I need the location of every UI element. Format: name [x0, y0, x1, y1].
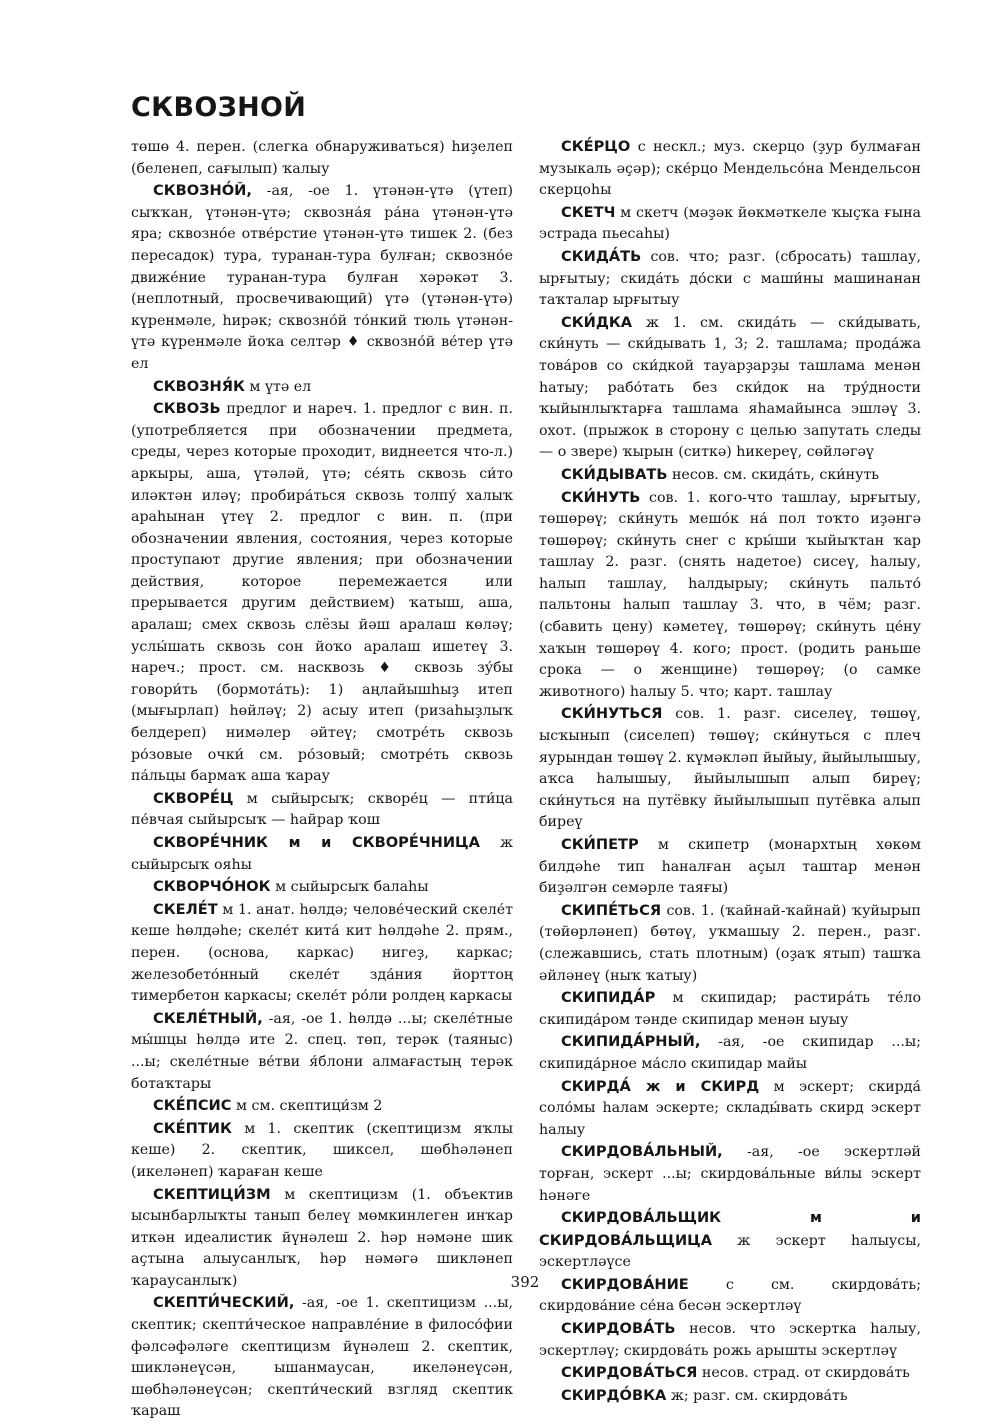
- definition: с нескл.; муз. скерцо (ҙур булмаған музыкаль әҫәр); ске́рцо Мендельсо́на Мендельсон скерцоһы: [539, 139, 921, 199]
- headword: СКИПИДА́Р: [561, 989, 656, 1007]
- headword: СКИ́ПЕТР: [561, 836, 639, 853]
- headword: СКИРДО́ВКА: [561, 1386, 667, 1404]
- headword: СКИРДОВА́ТЬСЯ: [561, 1364, 698, 1382]
- definition: м сыйырсыҡ балаһы: [270, 879, 429, 896]
- dictionary-entry: [131, 899, 513, 1008]
- definition: несов. см. скида́ть, ски́нуть: [667, 466, 880, 483]
- definition: ж сыйырсыҡ ояһы: [131, 835, 513, 873]
- definition: -ая, -ое 1. һөлдә ...ы; скеле́тные мы́шцы һөлдә ите 2. спец. төп, терәк (таяныс) ...ы; скеле́тные ве́тви я́блони алмағастың терәк ботаҡтары: [131, 1010, 513, 1092]
- headword: СКВОРЕ́ЧНИК м и СКВОРЕ́ЧНИЦА: [153, 834, 480, 851]
- definition: м 1. скептик (скептицизм яҡлы кеше) 2. скептик, шиксел, шөбһәләнеп (икеләнеп) ҡараған кеше: [131, 1120, 513, 1180]
- headword: СКИРДОВА́ЛЬЩИК м и СКИРДОВА́ЛЬЩИЦА: [539, 1209, 921, 1249]
- dictionary-entry: [131, 1008, 513, 1095]
- headword: СКВОЗЬ: [153, 400, 221, 418]
- definition: несов. что эскертка һалыу, эскертләү; скирдова́ть рожь арышты эскертләү: [539, 1321, 921, 1359]
- running-head: СКВОЗНОЙ: [131, 92, 307, 123]
- dictionary-entry: [131, 1118, 513, 1184]
- dictionary-entry: [539, 1141, 921, 1207]
- dictionary-entry: [539, 246, 921, 312]
- dictionary-entry: [539, 1207, 921, 1274]
- headword: СКЕПТИЦИ́ЗМ: [153, 1185, 271, 1203]
- definition: м см. скептици́зм 2: [231, 1098, 383, 1115]
- headword: СКИ́НУТЬ: [561, 488, 641, 506]
- definition: м скептицизм (1. объектив ысынбарлыҡты танып белеү мөмкинлеген инҡар иткән идеалистик йүнәлеш 2. һәр нәмәне шик аҫтына алыусанлыҡ, һәр нәмәгә шикләнеп ҡараусанлыҡ): [131, 1186, 513, 1289]
- dictionary-entry: [539, 1385, 921, 1408]
- dictionary-entry: [539, 136, 921, 202]
- headword: СКИРДА́ ж и СКИРД: [561, 1077, 760, 1095]
- headword: СКЕЛЕ́ТНЫЙ,: [153, 1009, 263, 1027]
- definition: с см. скирдова́ть; скирдова́ние се́на бесән эскертләү: [539, 1276, 921, 1315]
- dictionary-entry: [131, 376, 513, 399]
- definition: м сыйырсыҡ; скворе́ц — пти́ца пе́вчая сыйырсыҡ — һайрар ҡош: [131, 790, 513, 829]
- definition: -ая, -ое 1. скептицизм ...ы, скептик; скепти́ческое направле́ние в филосо́фии фәлсәфәләге скептицизм йүнәлеш 2. скептик, шикләнеүсән, ышанмаусан, икеләнеүсән, шөбһәләнеүсән; скепти́ческий взгляд скептик ҡараш: [131, 1295, 513, 1420]
- definition: -ая, -ое скипидар ...ы; скипида́рное ма́сло скипидар майы: [539, 1034, 921, 1072]
- headword: СКВОРЧО́НОК: [153, 878, 271, 896]
- headword: СКИ́ДЫВАТЬ: [561, 465, 668, 483]
- headword: СКЕЛЕ́Т: [153, 900, 218, 918]
- dictionary-entry: [539, 900, 921, 987]
- definition: несов. страд. от скирдова́ть: [697, 1365, 910, 1382]
- headword: СКВОЗНО́Й,: [153, 182, 252, 200]
- definition: төшө 4. перен. (слегка обнаруживаться) һиҙелеп (беленеп, сағылып) ҡалыу: [131, 139, 513, 177]
- headword: СКЕ́ПТИК: [153, 1119, 232, 1137]
- definition: -ая, -ое эскертләй торған, эскерт ...ы; скирдова́льные ви́лы эскерт һәнәге: [539, 1144, 921, 1204]
- dictionary-entry: [539, 1318, 921, 1362]
- definition: сов. 1. кого-что ташлау, ырғытыу, төшөрөү; ски́нуть мешо́к на́ пол тоҡто иҙәнгә төшөрөү; ски́нуть снег с кры́ши ҡыйыҡтан ҡар ташлау 2. разг. (снять надетое) сисеү, һалыу, һалып ташлау, һалдырыу; ски́нуть пальто́ пальтоны һалып ташлау 3. что, в чём; разг. (сбавить цену) кәметеү, төшөрөү; ски́нуть це́ну хаҡын төшөрөү 4. кого; прост. (родить раньше срока — о женщине) төшөрөү; (о самке животного) һалыу 5. что; карт. ташлау: [539, 489, 921, 700]
- definition: сов. 1. (ҡайнай-ҡайнай) ҡуйырып (төйөрләнеп) бөтөү, уҡмашыу 2. перен., разг. (слежавшись, стать плотным) (оҙаҡ ятып) ташҡа әйләнеү (ныҡ ҡатыу): [539, 902, 921, 984]
- dictionary-entry: [539, 487, 921, 704]
- definition: м 1. анат. һөлдә; челове́ческий скеле́т кеше һөлдәһе; скеле́т кита́ кит һөлдәһе 2. прям., перен. (основа, каркас) нигеҙ, каркас; железобето́нный скеле́т зда́ния йорттоң тимербетон каркасы; скеле́т ро́ли ролдең каркасы: [131, 901, 513, 1005]
- dictionary-entry: [539, 1031, 921, 1075]
- definition: м үтә ел: [244, 378, 312, 395]
- dictionary-entry: [131, 1095, 513, 1118]
- headword: СКЕ́ПСИС: [153, 1097, 232, 1115]
- definition: м эскерт; скирда́ соло́мы һалам эскерте; склады́вать скирд эскерт һалыу: [539, 1078, 921, 1138]
- dictionary-entry: [539, 1362, 921, 1385]
- dictionary-entry: [131, 876, 513, 899]
- dictionary-entry: [131, 136, 513, 180]
- definition: предлог и нареч. 1. предлог с вин. п. (употребляется при обозначении предмета, среды, через которые проходит, виднеется что-л.) аркыры, аша, үтәләй, үтә; се́ять сквозь си́то иләктән иләү; пробира́ться сквозь толпу́ халыҡ араһынан үтеү 2. предлог с вин. п. (при обозначении явления, состояния, через которые проступают другие явления; при обозначении действия, которое перемежается или прерывается другим действием) ҡатыш, аша, аралаш; смех сквозь слёзы йәш аралаш көләү; услы́шать сквозь сон йоҡо аралаш ишетеү 3. нареч.; прост. см. насквозь ♦ сквозь зу́бы говори́ть (бормота́ть): 1) аңлайышһыҙ итеп (мығырлап) һөйләү; 2) асыу итеп (ризаһыҙлыҡ белдереп) нимәлер әйтеү; смотре́ть сквозь ро́зовые очки́ см. ро́зовый; смотре́ть сквозь па́льцы бармаҡ аша ҡарау: [131, 401, 513, 785]
- headword: СКЕ́РЦО: [561, 138, 631, 155]
- dictionary-entry: [131, 832, 513, 876]
- dictionary-entry: [131, 1292, 513, 1423]
- page-number: 392: [510, 1273, 540, 1291]
- headword: СКИРДОВА́ТЬ: [561, 1320, 676, 1338]
- definition: ж эскерт һалыусы, эскертләүсе: [539, 1232, 921, 1271]
- headword: СКВОЗНЯ́К: [153, 377, 245, 395]
- dictionary-entry: [539, 987, 921, 1031]
- headword: СКВОРЕ́Ц: [153, 789, 234, 807]
- dictionary-entry: [539, 202, 921, 246]
- left-column: [131, 136, 513, 1423]
- dictionary-entry: [539, 464, 921, 487]
- dictionary-entry: [539, 703, 921, 834]
- dictionary-entry: [131, 180, 513, 375]
- headword: СКИПИДА́РНЫЙ,: [561, 1033, 701, 1051]
- definition: сов. что; разг. (сбросать) ташлау, ырғытыу; скида́ть до́ски с маши́ны машинанан таҡталар ырғытыу: [539, 248, 921, 309]
- headword: СКИ́ДКА: [561, 313, 633, 331]
- headword: СКЕТЧ: [561, 203, 616, 221]
- definition: м скипидар; растира́ть те́ло скипида́ром тәнде скипидар менән ыуыу: [539, 990, 921, 1028]
- dictionary-entry: [539, 834, 921, 900]
- dictionary-entry: [539, 1076, 921, 1142]
- headword: СКИРДОВА́ЛЬНЫЙ,: [561, 1143, 723, 1161]
- headword: СКИРДОВА́НИЕ: [561, 1275, 689, 1293]
- dictionary-entry: [131, 788, 513, 832]
- headword: СКИ́НУТЬСЯ: [561, 705, 663, 723]
- dictionary-entry: [131, 398, 513, 788]
- headword: СКЕПТИ́ЧЕСКИЙ,: [153, 1294, 295, 1312]
- right-column: [539, 136, 921, 1407]
- headword: СКИПЕ́ТЬСЯ: [561, 901, 662, 919]
- definition: м скипетр (монархтың хөкөм билдәһе тип һаналған аҫыл таштар менән биҙәлгән семәрле таяғы): [539, 837, 921, 897]
- definition: -ая, -ое 1. үтәнән-үтә (үтеп) сыҡҡан, үтәнән-үтә; сквозна́я ра́на үтәнән-үтә яра; сквозно́е отве́рстие үтәнән-үтә тишек 2. (без пересадок) тура, туранан-тура булған; сквозно́е движе́ние туранан-тура булған хәрәкәт 3. (неплотный, просвечивающий) үтә (үтәнән-үтә) күренмәле, һирәк; сквозно́й то́нкий тюль үтәнән-үтә күренмәле йоҡа селтәр ♦ сквозно́й ве́тер үтә ел: [131, 183, 513, 372]
- definition: ж 1. см. скида́ть — ски́дывать, ски́нуть — ски́дывать 1, 3; 2. ташлама; прода́жа това́ров со ски́дкой тауарҙарҙы ташлама менән һатыу; рабо́тать без ски́док на тру́дности ҡыйынлыҡтарға ташлама яһамайынса эшләү 3. охот. (прыжок в сторону с целью запутать следы — о звере) ҡырын (ситкә) һикереү, сөйләгәү: [539, 314, 921, 461]
- definition: м скетч (мәҙәк йөкмәткеле ҡыҫҡа ғына эстрада пьесаһы): [539, 204, 921, 243]
- definition: ж; разг. см. скирдова́ть: [666, 1387, 848, 1404]
- headword: СКИДА́ТЬ: [561, 247, 642, 265]
- dictionary-entry: [539, 312, 921, 464]
- definition: сов. 1. разг. сиселеү, төшөү, ысҡынып (сиселеп) төшөү; ски́нуться с плеч яурындан төшөү 2. күмәкләп йыйыу, йыйылышыу, аҡса һалышыу, йыйылышып алып биреү; ски́нуться на путёвку йыйылышып путёвка алып биреү: [539, 706, 921, 831]
